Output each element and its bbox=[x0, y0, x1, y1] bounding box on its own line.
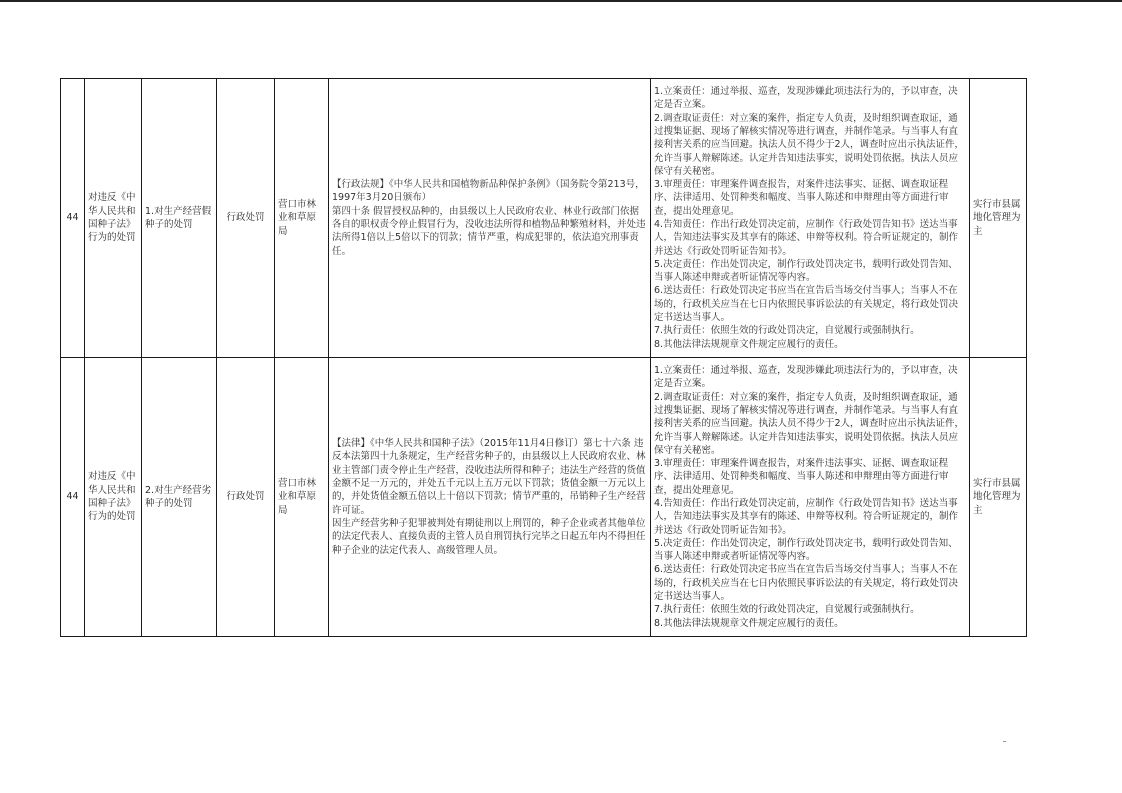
legal-basis-source: 【行政法规】《中华人民共和国植物新品种保护条例》（国务院令第213号，1997年3月20日颁布） bbox=[332, 179, 645, 204]
responsibility-item: 8.其他法律法规规章文件规定应履行的责任。 bbox=[654, 338, 844, 350]
responsibility-item: 4.告知责任：作出行政处罚决定前，应制作《行政处罚告知书》送达当事人，告知违法事实及其享有的陈述、申辩等权利。符合听证规定的，制作并送达《行政处罚听证告知书》。 bbox=[654, 219, 959, 257]
row-number: 44 bbox=[61, 358, 85, 637]
responsibility-item: 3.审理责任：审理案件调查报告，对案件违法事实、证据、调查取证程序、法律适用、处罚种类和幅度、当事人陈述和申辩理由等方面进行审查，提出处理意见。 bbox=[654, 179, 949, 217]
responsibility-item: 3.审理责任：审理案件调查报告，对案件违法事实、证据、调查取证程序、法律适用、处罚种类和幅度、当事人陈述和申辩理由等方面进行审查，提出处理意见。 bbox=[654, 458, 949, 496]
implementing-department: 营口市林业和草原局 bbox=[275, 358, 329, 637]
legal-basis bbox=[329, 79, 651, 358]
row-number: 44 bbox=[61, 79, 85, 358]
sub-item-name: 1.对生产经营假种子的处罚 bbox=[142, 79, 217, 358]
legal-basis-article: 因生产经营劣种子犯罪被判处有期徒刑以上刑罚的，种子企业或者其他单位的法定代表人、直接负责的主管人员自刑罚执行完毕之日起五年内不得担任种子企业的法定代表人、高级管理人员。 bbox=[332, 517, 646, 556]
responsibility-item: 7.执行责任：依照生效的行政处罚决定，自觉履行或强制执行。 bbox=[654, 325, 920, 337]
responsibility-list bbox=[651, 358, 970, 637]
page-top-rule bbox=[0, 0, 1122, 2]
responsibility-item: 8.其他法律法规规章文件规定应履行的责任。 bbox=[654, 617, 844, 629]
table-row bbox=[61, 79, 1027, 358]
responsibility-item: 4.告知责任：作出行政处罚决定前，应制作《行政处罚告知书》送达当事人，告知违法事实及其享有的陈述、申辩等权利。符合听证规定的，制作并送达《行政处罚听证告知书》。 bbox=[654, 498, 959, 536]
legal-basis-article: 第四十条 假冒授权品种的，由县级以上人民政府农业、林业行政部门依据各自的职权责令停止假冒行为，没收违法所得和植物品种繁殖材料，并处违法所得1倍以上5倍以下的罚款；情节严重，构成犯罪的，依法追究刑事责任。 bbox=[332, 205, 646, 257]
power-list-table bbox=[60, 78, 1027, 637]
responsibility-item: 6.送达责任：行政处罚决定书应当在宣告后当场交付当事人；当事人不在场的，行政机关应当在七日内依照民事诉讼法的有关规定，将行政处罚决定书送达当事人。 bbox=[654, 564, 959, 603]
responsibility-item: 5.决定责任：作出处罚决定，制作行政处罚决定书，载明行政处罚告知、当事人陈述申辩或者听证情况等内容。 bbox=[654, 258, 958, 284]
responsibility-item: 1.立案责任：通过举报、巡查，发现涉嫌此项违法行为的，予以审查，决定是否立案。 bbox=[654, 365, 958, 390]
power-type: 行政处罚 bbox=[217, 358, 275, 637]
responsibility-item: 1.立案责任：通过举报、巡查，发现涉嫌此项违法行为的，予以审查，决定是否立案。 bbox=[654, 86, 958, 111]
legal-basis-article: 【法律】《中华人民共和国种子法》（2015年11月4日修订）第七十六条 违反本法第四十九条规定，生产经营劣种子的，由县级以上人民政府农业、林业主管部门责令停止生产经营，没收违法所得和种子；违法生产经营的货值金额不足一万元的，并处五千元以上五万元以下罚款；货值金额一万元以上的，并处货值金额五倍以上十倍以下罚款；情节严重的，吊销种子生产经营许可证。 bbox=[332, 438, 646, 516]
table-row bbox=[61, 358, 1027, 637]
responsibility-item: 2.调查取证责任：对立案的案件，指定专人负责，及时组织调查取证，通过搜集证据、现场了解核实情况等进行调查，并制作笔录。与当事人有直接利害关系的应当回避。执法人员不得少于2人，调查时应出示执法证件，允许当事人辩解陈述。认定并告知违法事实，说明处罚依据。执法人员应保守有关秘密。 bbox=[654, 391, 965, 456]
legal-basis bbox=[329, 358, 651, 637]
remark: 实行市县属地化管理为主 bbox=[970, 79, 1027, 358]
power-item-name: 对违反《中华人民共和国种子法》行为的处罚 bbox=[85, 79, 142, 358]
scan-speck bbox=[1003, 741, 1006, 742]
implementing-department: 营口市林业和草原局 bbox=[275, 79, 329, 358]
responsibility-item: 5.决定责任：作出处罚决定，制作行政处罚决定书，载明行政处罚告知、当事人陈述申辩或者听证情况等内容。 bbox=[654, 537, 958, 563]
remark: 实行市县属地化管理为主 bbox=[970, 358, 1027, 637]
responsibility-list bbox=[651, 79, 970, 358]
power-item-name: 对违反《中华人民共和国种子法》行为的处罚 bbox=[85, 358, 142, 637]
responsibility-item: 6.送达责任：行政处罚决定书应当在宣告后当场交付当事人；当事人不在场的，行政机关应当在七日内依照民事诉讼法的有关规定，将行政处罚决定书送达当事人。 bbox=[654, 285, 959, 324]
responsibility-item: 7.执行责任：依照生效的行政处罚决定，自觉履行或强制执行。 bbox=[654, 604, 920, 616]
responsibility-item: 2.调查取证责任：对立案的案件，指定专人负责，及时组织调查取证，通过搜集证据、现场了解核实情况等进行调查，并制作笔录。与当事人有直接利害关系的应当回避。执法人员不得少于2人，调查时应出示执法证件，允许当事人辩解陈述。认定并告知违法事实，说明处罚依据。执法人员应保守有关秘密。 bbox=[654, 112, 965, 177]
sub-item-name: 2.对生产经营劣种子的处罚 bbox=[142, 358, 217, 637]
power-type: 行政处罚 bbox=[217, 79, 275, 358]
